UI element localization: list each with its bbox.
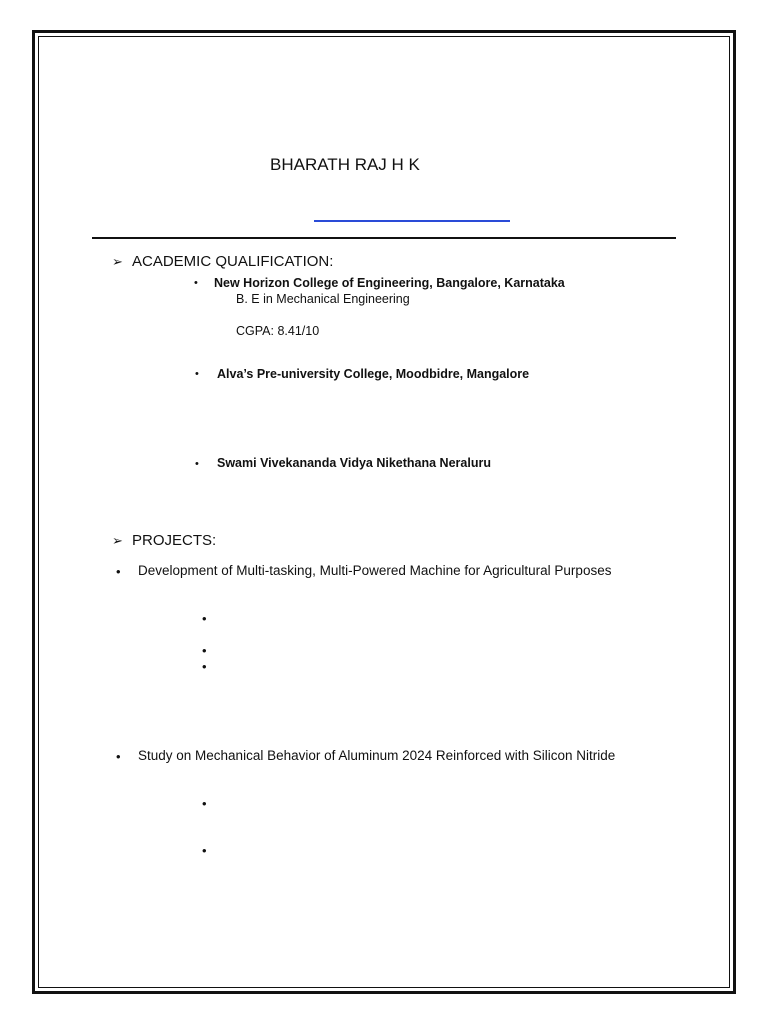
education-institution: New Horizon College of Engineering, Bangalore, Karnataka bbox=[214, 276, 565, 290]
bullet-icon: • bbox=[116, 564, 121, 579]
education-degree: B. E in Mechanical Engineering bbox=[236, 292, 410, 306]
arrow-bullet-icon: ➢ bbox=[112, 254, 123, 269]
page-border-inner bbox=[38, 36, 730, 988]
bullet-icon: • bbox=[195, 368, 199, 380]
projects-heading bbox=[112, 532, 216, 549]
arrow-bullet-icon: ➢ bbox=[112, 533, 123, 548]
bullet-icon: • bbox=[195, 458, 199, 470]
project-title: Development of Multi-tasking, Multi-Powered Machine for Agricultural Purposes bbox=[138, 563, 612, 578]
contact-link-underline bbox=[314, 220, 510, 222]
bullet-icon: • bbox=[116, 749, 121, 764]
empty-bullet-icon: • bbox=[202, 611, 207, 626]
empty-bullet-icon: • bbox=[202, 643, 207, 658]
empty-bullet-icon: • bbox=[202, 796, 207, 811]
header-divider bbox=[92, 237, 676, 239]
projects-heading-text: PROJECTS: bbox=[132, 532, 217, 549]
academic-heading bbox=[112, 253, 333, 270]
education-institution: Swami Vivekananda Vidya Nikethana Neraluru bbox=[217, 456, 491, 470]
empty-bullet-icon: • bbox=[202, 843, 207, 858]
empty-bullet-icon: • bbox=[202, 659, 207, 674]
education-institution: Alva’s Pre-university College, Moodbidre, Mangalore bbox=[217, 367, 530, 381]
project-title: Study on Mechanical Behavior of Aluminum 2024 Reinforced with Silicon Nitride bbox=[138, 748, 616, 763]
education-score: CGPA: 8.41/10 bbox=[236, 324, 320, 338]
bullet-icon: • bbox=[194, 277, 198, 289]
candidate-name: BHARATH RAJ H K bbox=[270, 155, 420, 174]
academic-heading-text: ACADEMIC QUALIFICATION: bbox=[132, 253, 334, 270]
